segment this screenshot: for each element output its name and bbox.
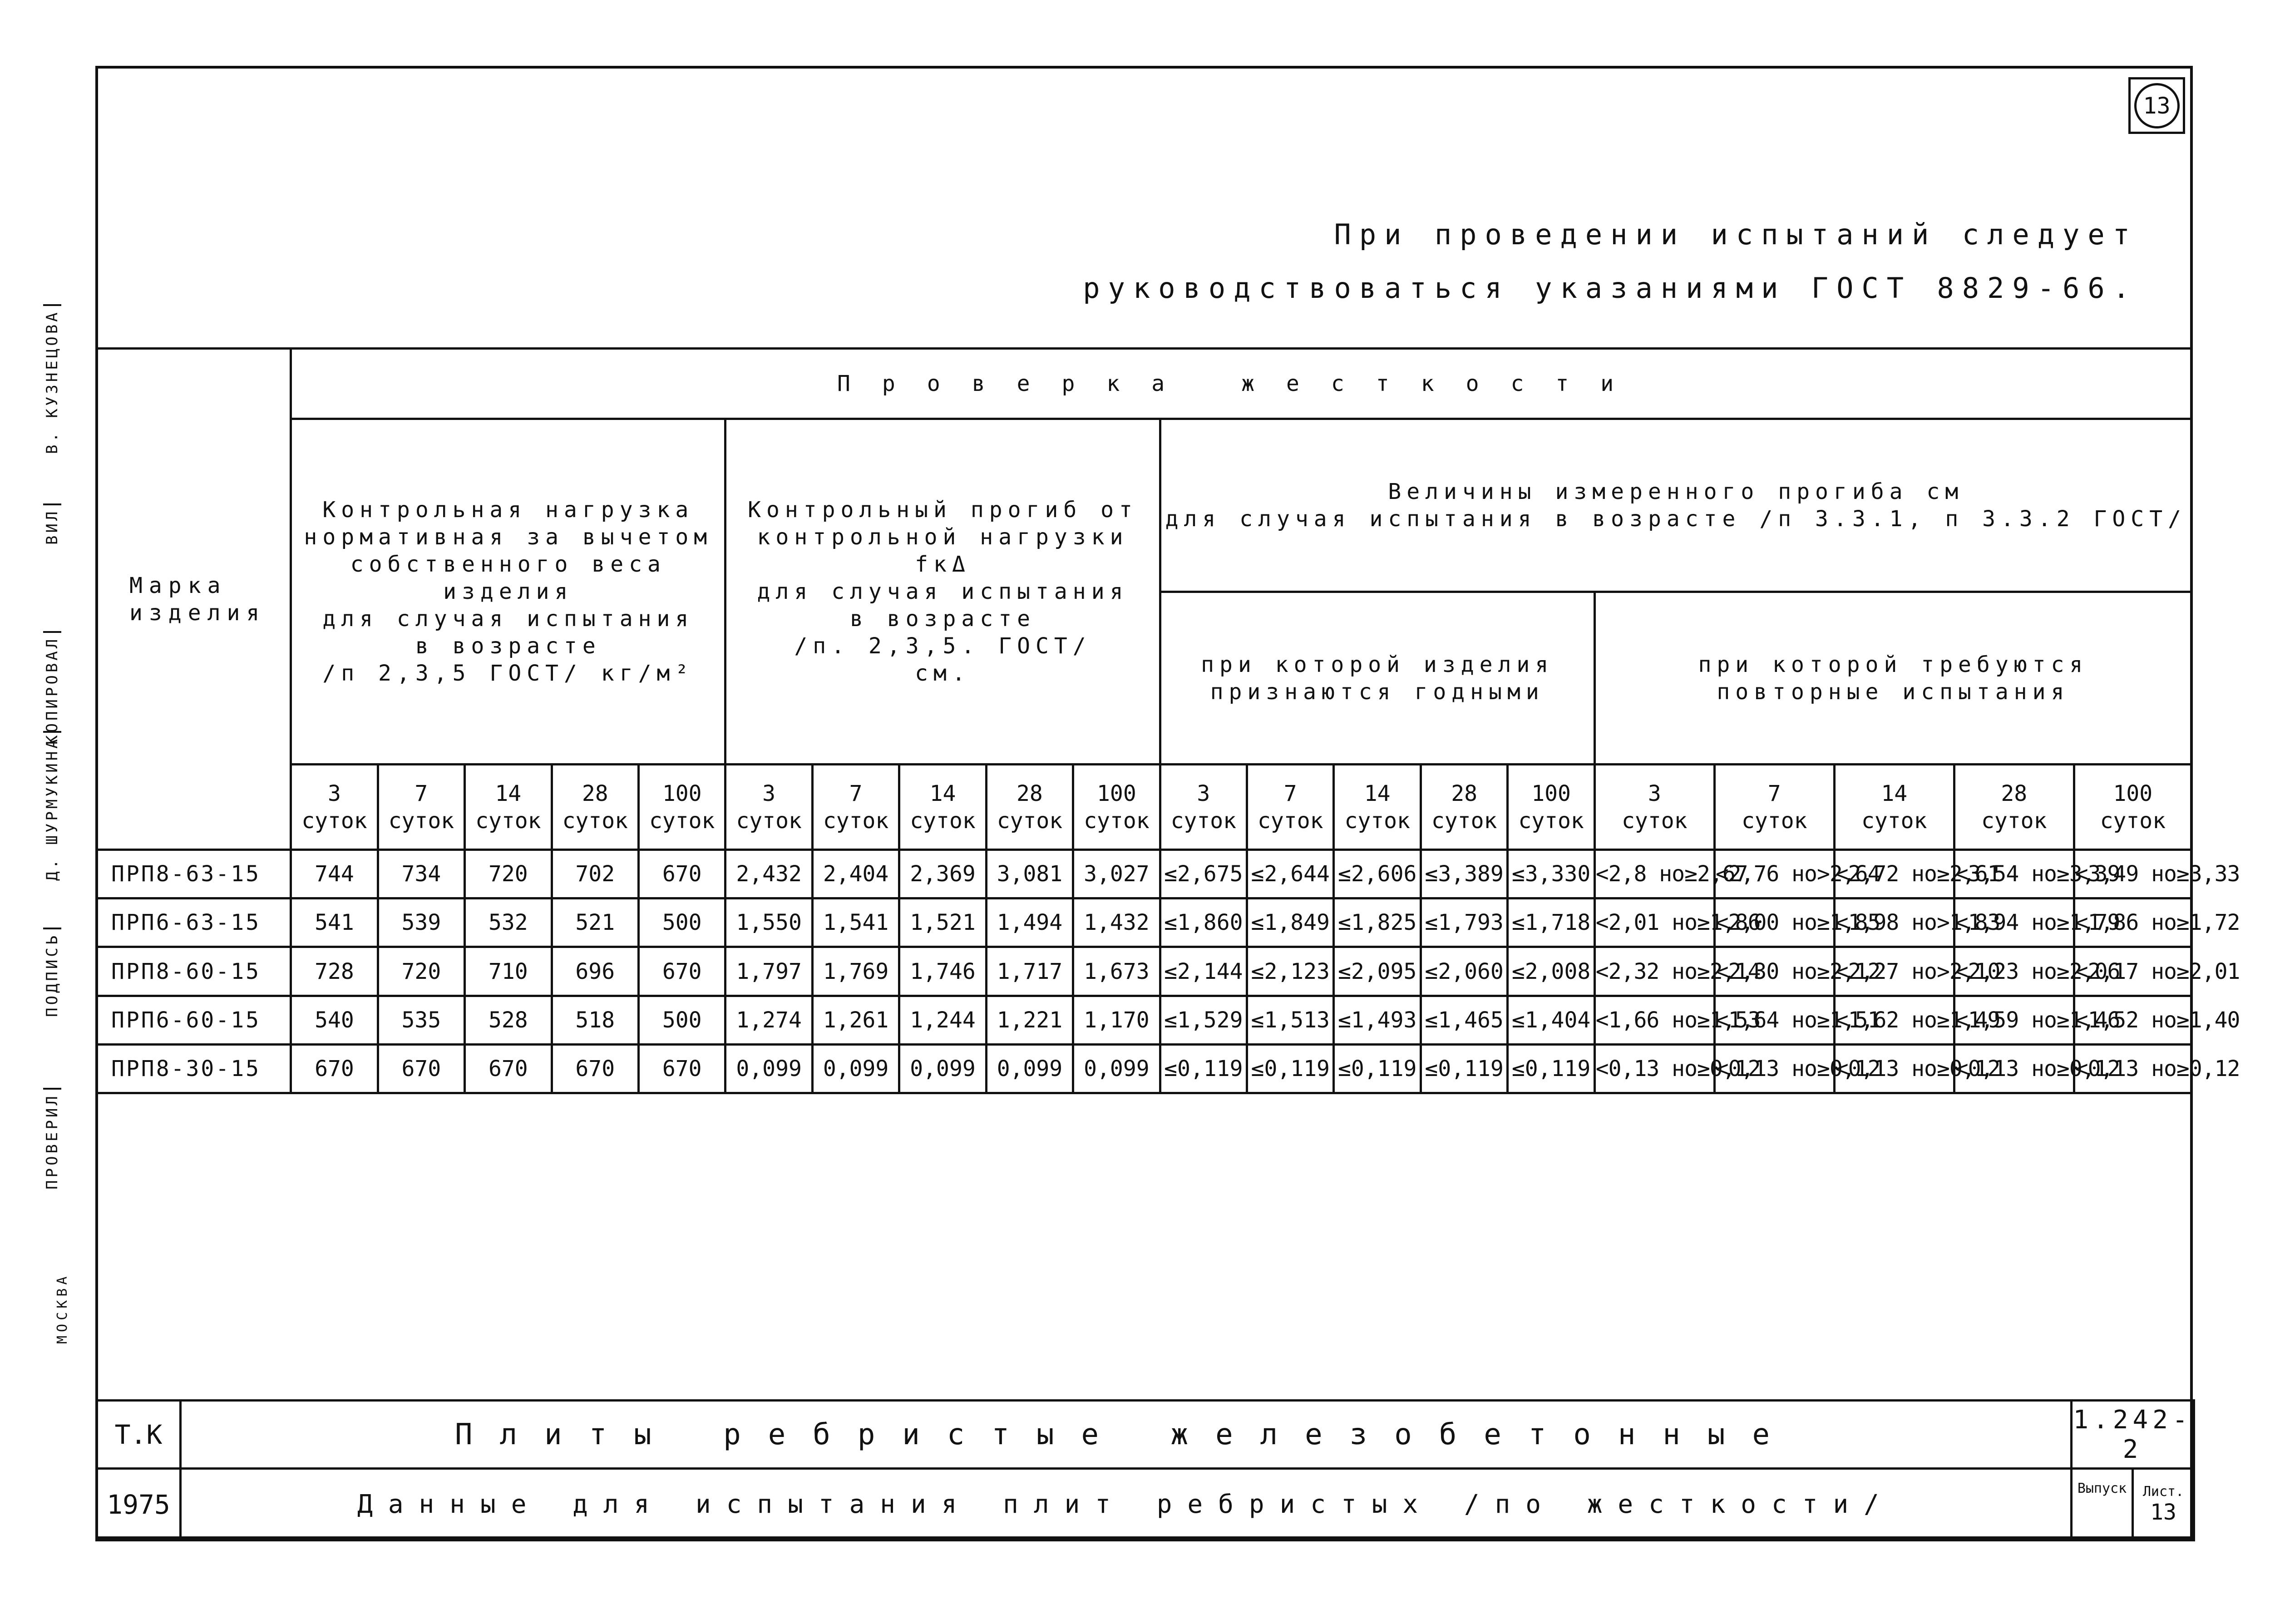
retest-cell: <2,32 но≥2,14 — [1594, 947, 1714, 996]
control-deflection-header: Контрольный прогиб от контрольной нагрузки fкΔ для случая испытания в возрасте /п. 2,3,5. ГОСТ/ см. — [725, 419, 1160, 765]
deflection-cell: 1,170 — [1073, 996, 1160, 1044]
note-line-1: При проведении испытаний следует — [1334, 218, 2138, 251]
retest-cell: <0,13 но≥0,12 — [1834, 1044, 1954, 1093]
retest-cell: <1,64 но≥1,51 — [1714, 996, 1834, 1044]
side-stamp-name-2: Д. ШУРМУКИНА — [43, 731, 61, 881]
good-cell: ≤2,060 — [1421, 947, 1507, 996]
side-stamp-sign: ПОДПИСЬ — [43, 928, 61, 1017]
deflection-cell: 0,099 — [1073, 1044, 1160, 1093]
age-header-cell: 3 суток — [1160, 765, 1247, 850]
table-row — [97, 1044, 2192, 1093]
good-cell: ≤2,606 — [1334, 850, 1421, 898]
title-block-code: 1.242-2 — [2072, 1401, 2194, 1469]
good-cell: ≤3,330 — [1508, 850, 1594, 898]
age-header-cell: 7 суток — [378, 765, 464, 850]
load-cell: 535 — [378, 996, 464, 1044]
good-cell: ≤1,513 — [1247, 996, 1334, 1044]
row-mark: ПРП8-60-15 — [97, 947, 291, 996]
retest-cell: <0,13 но≥0,12 — [1714, 1044, 1834, 1093]
retest-cell: <1,86 но≥1,72 — [2074, 898, 2191, 947]
table-row — [97, 996, 2192, 1044]
deflection-cell: 2,404 — [812, 850, 899, 898]
title-block-sub: Данные для испытания плит ребристых /по жесткости/ — [181, 1469, 2072, 1540]
age-header-cell: 28 суток — [552, 765, 638, 850]
retest-cell: <1,62 но≥1,49 — [1834, 996, 1954, 1044]
good-cell: ≤0,119 — [1247, 1044, 1334, 1093]
age-header-cell: 100 суток — [638, 765, 725, 850]
age-header-row — [97, 765, 2192, 850]
good-cell: ≤2,675 — [1160, 850, 1247, 898]
side-stamp-signature: ВИЛ — [43, 503, 61, 545]
title-block-tk: Т.К — [97, 1401, 181, 1469]
deflection-cell: 1,494 — [986, 898, 1073, 947]
good-cell: ≤1,529 — [1160, 996, 1247, 1044]
side-stamp — [43, 236, 79, 1190]
deflection-cell: 1,717 — [986, 947, 1073, 996]
deflection-cell: 1,274 — [725, 996, 812, 1044]
deflection-cell: 1,261 — [812, 996, 899, 1044]
retest-cell: <2,72 но≥2,61 — [1834, 850, 1954, 898]
deflection-cell: 3,081 — [986, 850, 1073, 898]
title-block-issue — [2072, 1469, 2133, 1540]
retest-cell: <2,30 но≥2,12 — [1714, 947, 1834, 996]
deflection-cell: 1,673 — [1073, 947, 1160, 996]
load-cell: 696 — [552, 947, 638, 996]
issue-label: Выпуск — [2077, 1481, 2127, 1496]
title-block-year: 1975 — [97, 1469, 181, 1540]
good-cell: ≤1,825 — [1334, 898, 1421, 947]
load-cell: 702 — [552, 850, 638, 898]
good-cell: ≤0,119 — [1421, 1044, 1507, 1093]
deflection-cell: 0,099 — [986, 1044, 1073, 1093]
mark-header: Марка изделия — [97, 349, 291, 850]
age-header-cell: 14 суток — [899, 765, 986, 850]
retest-cell: <1,66 но≥1,53 — [1594, 996, 1714, 1044]
load-cell: 728 — [291, 947, 378, 996]
good-cell: ≤2,123 — [1247, 947, 1334, 996]
retest-cell: <2,23 но≥2,06 — [1954, 947, 2074, 996]
row-mark: ПРП6-60-15 — [97, 996, 291, 1044]
load-cell: 734 — [378, 850, 464, 898]
load-cell: 528 — [465, 996, 552, 1044]
good-cell: ≤1,849 — [1247, 898, 1334, 947]
load-cell: 500 — [638, 898, 725, 947]
retest-cell: <2,76 но>2,64 — [1714, 850, 1834, 898]
sheet-num: 13 — [2150, 1500, 2176, 1525]
retest-cell: <1,94 но≥1,79 — [1954, 898, 2074, 947]
side-stamp-name-1: В. КУЗНЕЦОВА — [43, 304, 61, 454]
load-cell: 518 — [552, 996, 638, 1044]
good-cell: ≤1,404 — [1508, 996, 1594, 1044]
good-cell: ≤3,389 — [1421, 850, 1507, 898]
deflection-cell: 1,550 — [725, 898, 812, 947]
sheet-number: 13 — [2134, 83, 2180, 128]
age-header-cell: 14 суток — [1334, 765, 1421, 850]
title-block-sheet — [2133, 1469, 2194, 1540]
age-header-cell: 28 суток — [986, 765, 1073, 850]
age-header-cell: 3 суток — [1594, 765, 1714, 850]
deflection-cell: 1,221 — [986, 996, 1073, 1044]
age-header-cell: 100 суток — [1508, 765, 1594, 850]
table-row — [97, 947, 2192, 996]
title-block — [95, 1399, 2195, 1541]
load-cell: 670 — [378, 1044, 464, 1093]
deflection-cell: 2,432 — [725, 850, 812, 898]
load-cell: 500 — [638, 996, 725, 1044]
good-cell: ≤2,095 — [1334, 947, 1421, 996]
retest-cell: <2,27 но>2,10 — [1834, 947, 1954, 996]
good-cell: ≤0,119 — [1160, 1044, 1247, 1093]
control-load-header: Контрольная нагрузка нормативная за вычетом собственного веса изделия для случая испытания в возрасте /п 2,3,5 ГОСТ/ кг/м² — [291, 419, 725, 765]
side-stamp-copied: КОПИРОВАЛ — [43, 631, 61, 745]
retest-header: при которой требуются повторные испытания — [1594, 592, 2191, 765]
sheet-number-badge — [2128, 77, 2185, 134]
load-cell: 541 — [291, 898, 378, 947]
side-city: МОСКВА — [54, 1273, 70, 1344]
side-stamp-checked: ПРОВЕРИЛ — [43, 1088, 61, 1190]
deflection-cell: 1,244 — [899, 996, 986, 1044]
age-header-cell: 28 суток — [1421, 765, 1507, 850]
age-header-cell: 7 суток — [1247, 765, 1334, 850]
load-cell: 532 — [465, 898, 552, 947]
good-cell: ≤2,008 — [1508, 947, 1594, 996]
table-title: Проверка жесткости — [291, 349, 2192, 419]
load-cell: 720 — [465, 850, 552, 898]
age-header-cell: 14 суток — [465, 765, 552, 850]
load-cell: 670 — [465, 1044, 552, 1093]
retest-cell: <2,8 но≥2,67 — [1594, 850, 1714, 898]
deflection-cell: 0,099 — [899, 1044, 986, 1093]
load-cell: 720 — [378, 947, 464, 996]
load-cell: 670 — [552, 1044, 638, 1093]
load-cell: 744 — [291, 850, 378, 898]
retest-cell: <1,59 но≥1,46 — [1954, 996, 2074, 1044]
age-header-cell: 28 суток — [1954, 765, 2074, 850]
deflection-cell: 1,746 — [899, 947, 986, 996]
retest-cell: <1,98 но>1,83 — [1834, 898, 1954, 947]
deflection-cell: 0,099 — [725, 1044, 812, 1093]
retest-cell: <0,13 но≥0,12 — [1954, 1044, 2074, 1093]
good-cell: ≤0,119 — [1508, 1044, 1594, 1093]
retest-cell: <2,00 но≥1,85 — [1714, 898, 1834, 947]
load-cell: 670 — [291, 1044, 378, 1093]
good-cell: ≤1,718 — [1508, 898, 1594, 947]
retest-cell: <0,13 но≥0,12 — [1594, 1044, 1714, 1093]
load-cell: 521 — [552, 898, 638, 947]
table-row — [97, 850, 2192, 898]
deflection-cell: 1,432 — [1073, 898, 1160, 947]
deflection-cell: 2,369 — [899, 850, 986, 898]
load-cell: 670 — [638, 947, 725, 996]
retest-cell: <2,17 но≥2,01 — [2074, 947, 2191, 996]
accepted-header: при которой изделия признаются годными — [1160, 592, 1594, 765]
retest-cell: <3,54 но≥3,39 — [1954, 850, 2074, 898]
load-cell: 670 — [638, 1044, 725, 1093]
good-cell: ≤1,465 — [1421, 996, 1507, 1044]
row-mark: ПРП8-30-15 — [97, 1044, 291, 1093]
good-cell: ≤1,860 — [1160, 898, 1247, 947]
age-header-cell: 7 суток — [812, 765, 899, 850]
load-cell: 539 — [378, 898, 464, 947]
age-header-cell: 7 суток — [1714, 765, 1834, 850]
good-cell: ≤1,493 — [1334, 996, 1421, 1044]
load-cell: 540 — [291, 996, 378, 1044]
retest-cell: <3,49 но≥3,33 — [2074, 850, 2191, 898]
load-cell: 670 — [638, 850, 725, 898]
deflection-cell: 1,541 — [812, 898, 899, 947]
deflection-cell: 0,099 — [812, 1044, 899, 1093]
measured-deflection-header: Величины измеренного прогиба см для случая испытания в возрасте /п 3.3.1, п 3.3.2 ГОСТ/ — [1160, 419, 2191, 592]
deflection-cell: 1,769 — [812, 947, 899, 996]
deflection-cell: 3,027 — [1073, 850, 1160, 898]
load-cell: 710 — [465, 947, 552, 996]
age-header-cell: 3 суток — [291, 765, 378, 850]
good-cell: ≤2,644 — [1247, 850, 1334, 898]
good-cell: ≤2,144 — [1160, 947, 1247, 996]
table-row — [97, 898, 2192, 947]
sheet-label: Лист. — [2142, 1484, 2184, 1500]
stiffness-table — [95, 347, 2240, 1094]
age-header-cell: 3 суток — [725, 765, 812, 850]
note-line-2: руководствоваться указаниями ГОСТ 8829-66. — [1083, 271, 2138, 305]
age-header-cell: 100 суток — [1073, 765, 1160, 850]
title-block-main: Плиты ребристые железобетонные — [181, 1401, 2072, 1469]
deflection-cell: 1,797 — [725, 947, 812, 996]
deflection-cell: 1,521 — [899, 898, 986, 947]
row-mark: ПРП6-63-15 — [97, 898, 291, 947]
retest-cell: <1,52 но≥1,40 — [2074, 996, 2191, 1044]
good-cell: ≤0,119 — [1334, 1044, 1421, 1093]
row-mark: ПРП8-63-15 — [97, 850, 291, 898]
age-header-cell: 100 суток — [2074, 765, 2191, 850]
age-header-cell: 14 суток — [1834, 765, 1954, 850]
retest-cell: <2,01 но≥1,86 — [1594, 898, 1714, 947]
good-cell: ≤1,793 — [1421, 898, 1507, 947]
retest-cell: <0,13 но≥0,12 — [2074, 1044, 2191, 1093]
